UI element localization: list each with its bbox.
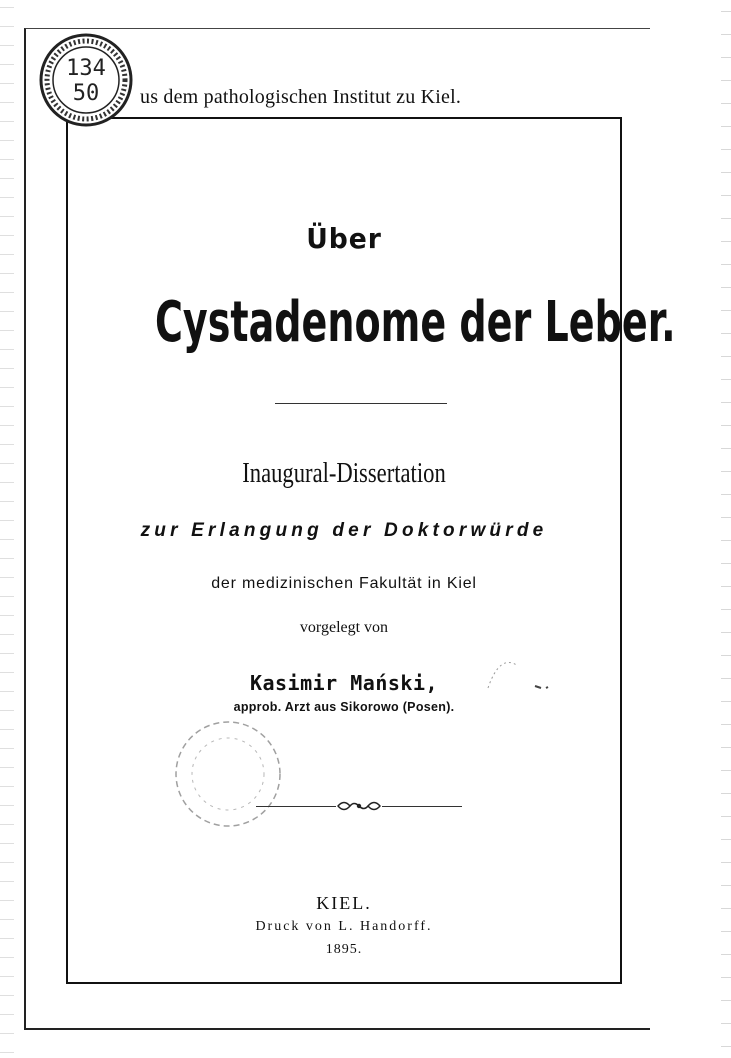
author-name: Kasimir Mański, [249,671,439,695]
imprint-city: KIEL. [316,893,372,913]
pencil-mark-icon [480,648,560,718]
stamp-number-bottom: 50 [72,81,100,106]
author-detail: approb. Arzt aus Sikorowo (Posen). [233,700,455,714]
imprint-printer: Druck von L. Handorff. [255,919,433,934]
library-stamp-icon [36,30,136,130]
stamp-number-top: 134 [66,56,106,81]
degree-purpose: zur Erlangung der Doktorwürde [140,520,548,541]
submitted-by: vorgelegt von [299,619,389,636]
institute-heading: us dem pathologischen Institut zu Kiel. [140,86,462,108]
ornament-icon [336,797,382,815]
imprint-year: 1895. [325,942,363,957]
title-prefix: Über [306,222,382,255]
scan-edge-right [721,0,731,1058]
faint-stamp-icon [168,714,288,834]
title-main: Cystadenome der Leber. [154,290,676,355]
title-divider [275,403,447,404]
faculty-line: der medizinischen Fakultät in Kiel [211,575,477,592]
scan-edge-left [0,0,14,1058]
dissertation-label: Inaugural-Dissertation [242,457,446,489]
